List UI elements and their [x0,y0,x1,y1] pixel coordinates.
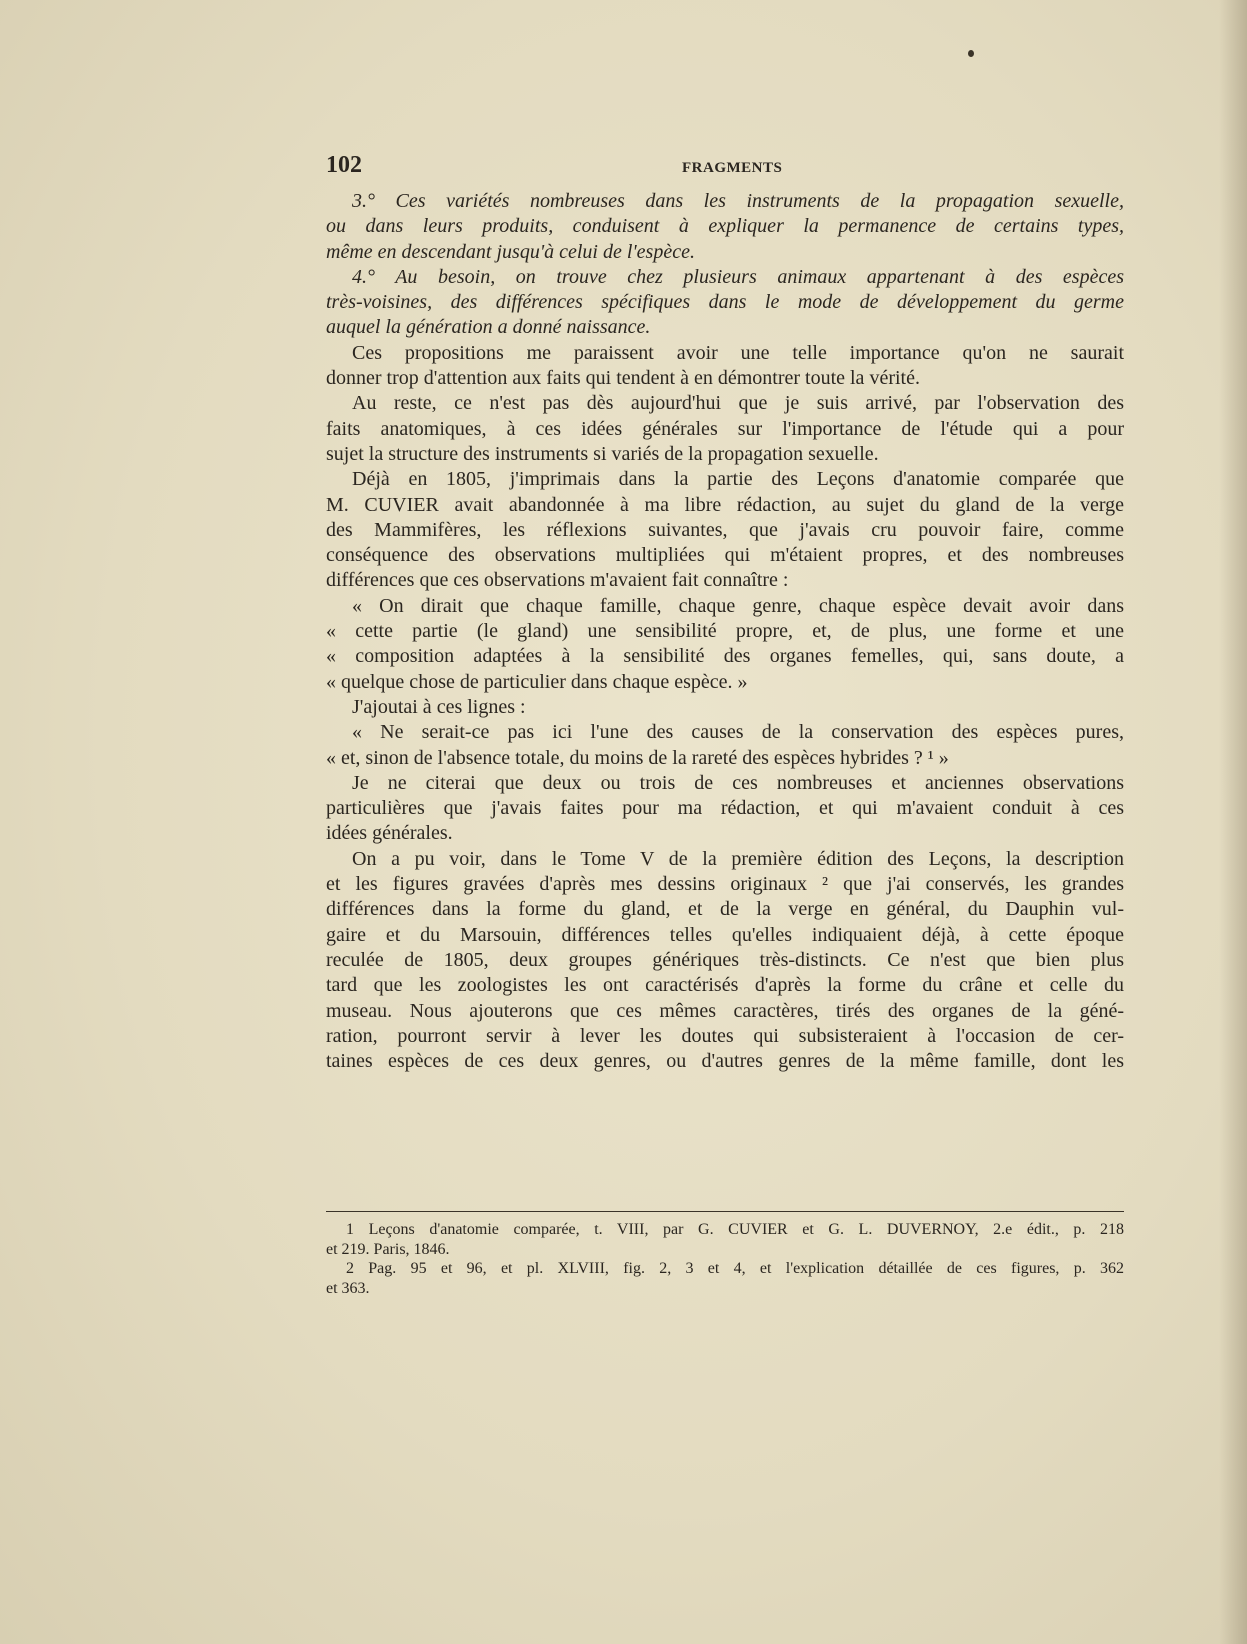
text-line: et les figures gravées d'après mes dessins originaux ² que j'ai conservés, les grandes [326,873,1124,896]
text-line: faits anatomiques, à ces idées générales sur l'importance de l'étude qui a pour [326,417,1124,440]
footnote-line: et 363. [326,1279,370,1297]
text-line: reculée de 1805, deux groupes génériques très-distincts. Ce n'est que bien plus [326,948,1124,971]
text-line: particulières que j'avais faites pour ma rédaction, et qui m'avaient conduit à ces [326,797,1124,820]
text-line: des Mammifères, les réflexions suivantes, que j'avais cru pouvoir faire, comme [326,518,1124,541]
running-title: FRAGMENTS [682,160,783,176]
text-line: ration, pourront servir à lever les doutes qui subsisteraient à l'occasion de cer- [326,1024,1124,1047]
text-line: différences que ces observations m'avaient fait connaître : [326,569,789,592]
text-line: même en descendant jusqu'à celui de l'espèce. [326,240,695,263]
footnote-rule [326,1211,1124,1212]
text-line: « et, sinon de l'absence totale, du moins de la rareté des espèces hybrides ? ¹ » [326,746,949,769]
text-line: donner trop d'attention aux faits qui tendent à en démontrer toute la vérité. [326,367,920,390]
text-line: très-voisines, des différences spécifiques dans le mode de développement du germe [326,291,1124,314]
text-line: auquel la génération a donné naissance. [326,316,651,339]
page-edge-shadow [1219,0,1247,1644]
text-line: M. CUVIER avait abandonnée à ma libre rédaction, au sujet du gland de la verge [326,493,1124,516]
text-line: différences dans la forme du gland, et de la verge en général, du Dauphin vul- [326,898,1124,921]
footnote-line: 1 Leçons d'anatomie comparée, t. VIII, par G. CUVIER et G. L. DUVERNOY, 2.e édit., p. 218 [346,1221,1124,1238]
text-line: Ces propositions me paraissent avoir une telle importance qu'on ne saurait [352,341,1124,364]
text-line: gaire et du Marsouin, différences telles qu'elles indiquaient déjà, à cette époque [326,923,1124,946]
text-line: 4.° Au besoin, on trouve chez plusieurs animaux appartenant à des espèces [352,265,1124,288]
text-line: museau. Nous ajouterons que ces mêmes caractères, tirés des organes de la géné- [326,999,1124,1022]
text-line: Déjà en 1805, j'imprimais dans la partie des Leçons d'anatomie comparée que [352,468,1124,491]
body-text [326,189,1124,1074]
text-line: taines espèces de ces deux genres, ou d'autres genres de la même famille, dont les [326,1050,1124,1073]
text-line: tard que les zoologistes les ont caractérisés d'après la forme du crâne et celle du [326,974,1124,997]
page-header [326,152,1116,188]
text-line: 3.° Ces variétés nombreuses dans les instruments de la propagation sexuelle, [352,190,1124,212]
text-line: J'ajoutai à ces lignes : [352,695,526,718]
text-line: ou dans leurs produits, conduisent à expliquer la permanence de certains types, [326,215,1124,238]
footnote-line: 2 Pag. 95 et 96, et pl. XLVIII, fig. 2, 3 et 4, et l'explication détaillée de ces figures, p. 362 [346,1260,1124,1277]
text-line: On a pu voir, dans le Tome V de la première édition des Leçons, la description [352,847,1124,870]
text-line: « quelque chose de particulier dans chaque espèce. » [326,670,748,693]
text-line: « composition adaptées à la sensibilité des organes femelles, qui, sans doute, a [326,645,1124,668]
footnote-line: et 219. Paris, 1846. [326,1240,450,1258]
text-line: « cette partie (le gland) une sensibilité propre, et, de plus, une forme et une [326,620,1124,643]
text-line: idées générales. [326,822,453,845]
footnotes [326,1220,1124,1298]
text-line: Au reste, ce n'est pas dès aujourd'hui que je suis arrivé, par l'observation des [352,392,1124,415]
text-line: sujet la structure des instruments si variés de la propagation sexuelle. [326,442,879,465]
page-number: 102 [326,152,362,178]
text-line: Je ne citerai que deux ou trois de ces nombreuses et anciennes observations [352,771,1124,794]
text-line: conséquence des observations multipliées qui m'étaient propres, et des nombreuses [326,544,1124,567]
text-line: « Ne serait-ce pas ici l'une des causes de la conservation des espèces pures, [352,721,1124,744]
text-line: « On dirait que chaque famille, chaque genre, chaque espèce devait avoir dans [352,594,1124,617]
ink-speck [968,50,974,57]
